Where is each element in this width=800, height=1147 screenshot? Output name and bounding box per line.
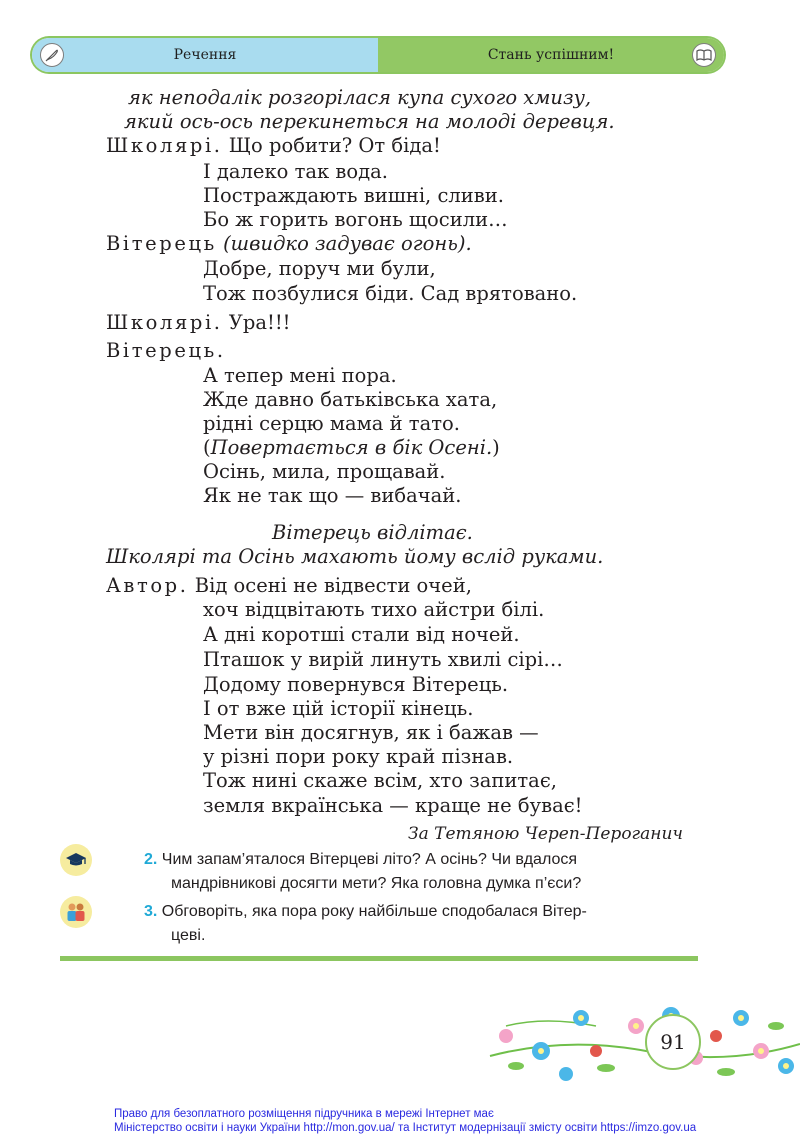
verse-line: Тож позбулися біди. Сад врятовано. xyxy=(203,282,578,305)
verse-line: Осінь, мила, прощавай. xyxy=(203,460,446,483)
speaker-name: Вітерець. xyxy=(106,339,226,362)
verse-line: Як не так що — вибачай. xyxy=(203,484,462,507)
question-text: цеві. xyxy=(171,927,206,944)
quill-icon xyxy=(40,43,64,67)
verse-line: Бо ж горить вогонь щосили… xyxy=(203,208,508,231)
verse-line: А тепер мені пора. xyxy=(203,364,397,387)
graduation-cap-icon xyxy=(60,844,92,876)
intro-line: як неподалік розгорілася купа сухого хмизу, xyxy=(128,86,592,109)
stage-remark-line xyxy=(203,436,500,460)
attribution: За Тетяною Череп-Пероганич xyxy=(408,824,683,844)
stage-remark: (швидко задуває огонь). xyxy=(223,232,472,255)
stage-direction: Вітерець відлітає. xyxy=(272,521,473,544)
stage-direction: Школярі та Осінь махають йому вслід руками. xyxy=(106,545,604,568)
dialogue-line xyxy=(106,574,472,598)
speaker-name: Школярі. xyxy=(106,311,223,334)
flower-border-icon xyxy=(486,996,800,1086)
verse-line: А дні коротші стали від ночей. xyxy=(203,623,520,646)
header-rubric-title: Стань успішним! xyxy=(487,47,615,63)
remark-paren-open: ( xyxy=(203,436,211,459)
question-text: Чим запам’яталося Вітерцеві літо? А осінь? Чи вдалося xyxy=(161,851,578,868)
remark-paren-close: ) xyxy=(492,436,500,459)
speech-text: Ура!!! xyxy=(228,311,291,334)
page-header xyxy=(32,38,724,72)
speaker-name: Вітерець xyxy=(106,232,217,255)
section-divider xyxy=(60,956,698,961)
question-item xyxy=(144,848,704,896)
page-number: 91 xyxy=(645,1014,701,1070)
question-number: 3. xyxy=(144,903,158,920)
footer-notice xyxy=(114,1107,696,1135)
question-text: Обговоріть, яка пора року найбільше сподобалася Вітер- xyxy=(161,903,587,920)
verse-line: Постраждають вишні, сливи. xyxy=(203,184,504,207)
footer-line: Право для безоплатного розміщення підручника в мережі Інтернет має xyxy=(114,1108,494,1120)
verse-line: рідні серцю мама й тато. xyxy=(203,412,460,435)
header-section-left xyxy=(32,38,378,72)
footer-line: Міністерство освіти і науки України http://mon.gov.ua/ та Інститут модернізації змісту освіти https://imzo.gov.ua xyxy=(114,1122,697,1134)
verse-line: І далеко так вода. xyxy=(203,160,388,183)
speaker-name: Автор. xyxy=(106,574,189,597)
verse-line: Жде давно батьківська хата, xyxy=(203,388,498,411)
question-number: 2. xyxy=(144,851,158,868)
stage-remark: Повертається в бік Осені. xyxy=(210,436,493,459)
header-section-title: Речення xyxy=(173,47,237,63)
verse-line: І от вже цій історії кінець. xyxy=(203,697,474,720)
question-item xyxy=(144,900,704,948)
question-text: мандрівникові досягти мети? Яка головна думка п’єси? xyxy=(171,875,582,892)
header-rubric xyxy=(378,38,724,72)
verse-line: Мети він досягнув, як і бажав — xyxy=(203,721,539,744)
verse-line: Тож нині скаже всім, хто запитає, xyxy=(203,769,557,792)
verse-line: у різні пори року край пізнав. xyxy=(203,745,514,768)
speaker-name: Школярі. xyxy=(106,134,223,157)
verse-line: Добре, поруч ми були, xyxy=(203,257,436,280)
pair-work-icon xyxy=(60,896,92,928)
dialogue-line xyxy=(106,134,441,158)
verse-line: хоч відцвітають тихо айстри білі. xyxy=(203,598,545,621)
dialogue-line xyxy=(106,232,472,256)
verse-line: Пташок у вирій линуть хвилі сірі… xyxy=(203,648,563,671)
verse-line: земля вкраїнська — краще не буває! xyxy=(203,794,583,817)
verse-line: Додому повернувся Вітерець. xyxy=(203,673,509,696)
dialogue-line xyxy=(106,311,291,335)
open-book-icon xyxy=(692,43,716,67)
speech-text: Що робити? От біда! xyxy=(228,134,441,157)
speech-text: Від осені не відвести очей, xyxy=(194,574,472,597)
intro-line: який ось-ось перекинеться на молоді деревця. xyxy=(124,110,615,133)
